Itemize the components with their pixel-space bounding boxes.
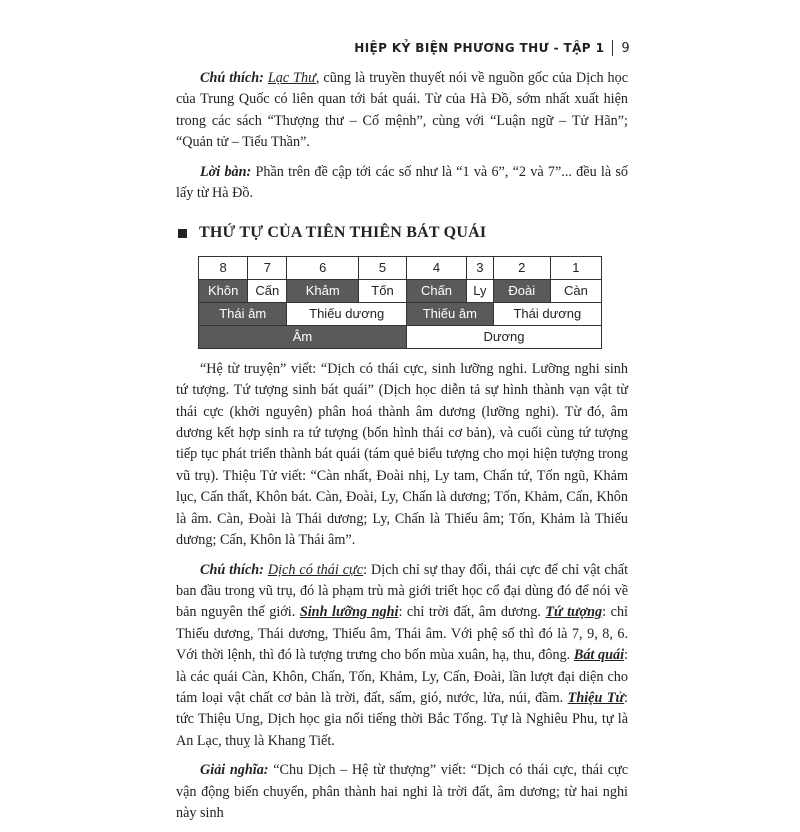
table-row-four-images xyxy=(199,302,602,325)
running-header xyxy=(354,40,630,56)
term-thieu-tu: Thiệu Tử xyxy=(567,689,625,706)
trigram-cell: Càn xyxy=(550,279,601,302)
number-cell: 8 xyxy=(199,256,248,279)
note-lac-thu-paragraph xyxy=(176,68,628,154)
mode-cell-duong: Dương xyxy=(406,325,601,348)
term-lac-thu: Lạc Thư xyxy=(267,70,316,86)
note-label: Chú thích: xyxy=(200,70,264,86)
four-image-cell: Thái dương xyxy=(493,302,601,325)
trigram-cell: Cấn xyxy=(248,279,287,302)
four-image-cell: Thái âm xyxy=(199,302,287,325)
note-text: : tức Thiệu Ung, Dịch học gia nổi tiếng thời Bắc Tống. Tự là Nghiêu Phu, tự là An Lạc, thuỵ là Khang Tiết. xyxy=(176,689,628,749)
section-heading xyxy=(178,222,628,243)
header-divider xyxy=(612,40,613,56)
note-dich-paragraph xyxy=(176,560,628,753)
trigram-cell: Ly xyxy=(467,279,494,302)
number-cell: 4 xyxy=(406,256,466,279)
section-title: THỨ TỰ CỦA TIÊN THIÊN BÁT QUÁI xyxy=(199,224,487,242)
number-cell: 5 xyxy=(359,256,407,279)
explanation-paragraph xyxy=(176,760,628,824)
table-row-numbers xyxy=(199,256,602,279)
trigram-cell: Khảm xyxy=(287,279,359,302)
number-cell: 3 xyxy=(467,256,494,279)
he-tu-truyen-paragraph: “Hệ từ truyện” viết: “Dịch có thái cực, sinh lưỡng nghi. Lưỡng nghi sinh tứ tượng. Tứ tượng sinh bát quái” (Dịch học diễn tả sự hình thành vạn vật từ thái cực (khởi nguyên) phân hoá thành âm dương (lưỡng nghi). Từ đó, âm dương kết hợp sinh ra tứ tượng (bốn hình thái cơ bản), và cuối cùng tứ tượng tiếp tục phát triển thành bát quái (tám quẻ biểu tượng cho mọi hiện tượng trong vũ trụ). Thiệu Tử viết: “Càn nhất, Đoài nhị, Ly tam, Chấn tứ, Tốn ngũ, Khảm lục, Cấn thất, Khôn bát. Càn, Đoài, Ly, Chấn là dương; Tốn, Khảm, Cấn, Khôn là âm. Càn, Đoài là Thái dương; Ly, Chấn là Thiếu âm; Tốn, Khảm là Thiếu dương; Cấn, Khôn là Thái âm”. xyxy=(176,360,628,549)
trigram-cell: Đoài xyxy=(493,279,550,302)
explanation-label: Giải nghĩa: xyxy=(200,762,269,779)
note-text: : chỉ trời đất, âm dương. xyxy=(398,604,546,621)
number-cell: 2 xyxy=(493,256,550,279)
commentary-label: Lời bàn: xyxy=(200,163,252,180)
page-number: 9 xyxy=(621,40,630,56)
term-sinh-luong-nghi: Sinh lưỡng nghi xyxy=(299,604,399,621)
trigram-cell: Khôn xyxy=(199,279,248,302)
term-dich-co-thai-cuc: Dịch có thái cực xyxy=(267,561,364,578)
trigram-cell: Chấn xyxy=(406,279,466,302)
running-header-title: HIỆP KỶ BIỆN PHƯƠNG THƯ - TẬP 1 xyxy=(354,41,605,55)
explanation-text: “Chu Dịch – Hệ từ thượng” viết: “Dịch có thái cực, thái cực vận động biến chuyển, phân thành hai nghi là trời đất, âm dương; từ hai nghi này sinh xyxy=(176,762,629,821)
note-text: : chỉ Thiếu dương, Thái dương, Thiếu âm, Thái âm. Với phệ số thì đó là 7, 9, 8, 6. Với thời lệnh, thì đó là tượng trưng cho bốn mùa xuân, hạ, thu, đông. xyxy=(176,604,628,664)
note-text: : là các quái Càn, Khôn, Chấn, Tốn, Khảm, Ly, Cấn, Đoài, lần lượt đại diện cho tám loại vật chất cơ bản là trời, đất, sấm, gió, nước, lửa, núi, đầm. xyxy=(176,647,628,706)
commentary-text: Phần trên đề cập tới các số như là “1 và 6”, “2 và 7”... đều là số lấy từ Hà Đồ. xyxy=(176,163,628,202)
bullet-square-icon xyxy=(178,229,187,238)
four-image-cell: Thiếu âm xyxy=(406,302,493,325)
term-bat-quai: Bát quái xyxy=(573,647,625,664)
table-row-trigrams xyxy=(199,279,602,302)
note-text: : Dịch chỉ sự thay đổi, thái cực để chỉ vật chất ban đầu trong vũ trụ, đó là phạm trù mà giới triết học cổ đại dùng đó để nói về bản nguyên thế giới. xyxy=(176,561,629,621)
table-row-two-modes xyxy=(199,325,602,348)
number-cell: 7 xyxy=(248,256,287,279)
trigram-cell: Tốn xyxy=(359,279,407,302)
page-body xyxy=(176,68,628,832)
bagua-order-table xyxy=(198,256,602,349)
mode-cell-am: Âm xyxy=(199,325,407,348)
term-tu-tuong: Tứ tượng xyxy=(545,604,603,621)
number-cell: 6 xyxy=(287,256,359,279)
note-label: Chú thích: xyxy=(200,561,264,578)
number-cell: 1 xyxy=(550,256,601,279)
note-lac-thu-text: , cũng là truyền thuyết nói về nguồn gốc của Dịch học của Trung Quốc có liên quan tới bát quái. Từ của Hà Đồ, sớm nhất xuất hiện trong các sách “Thượng thư – Cố mệnh”, cùng với “Luận ngữ – Tử Hãn”; “Quản tử – Tiểu Thần”. xyxy=(176,70,629,151)
four-image-cell: Thiếu dương xyxy=(287,302,407,325)
commentary-paragraph xyxy=(176,162,628,205)
